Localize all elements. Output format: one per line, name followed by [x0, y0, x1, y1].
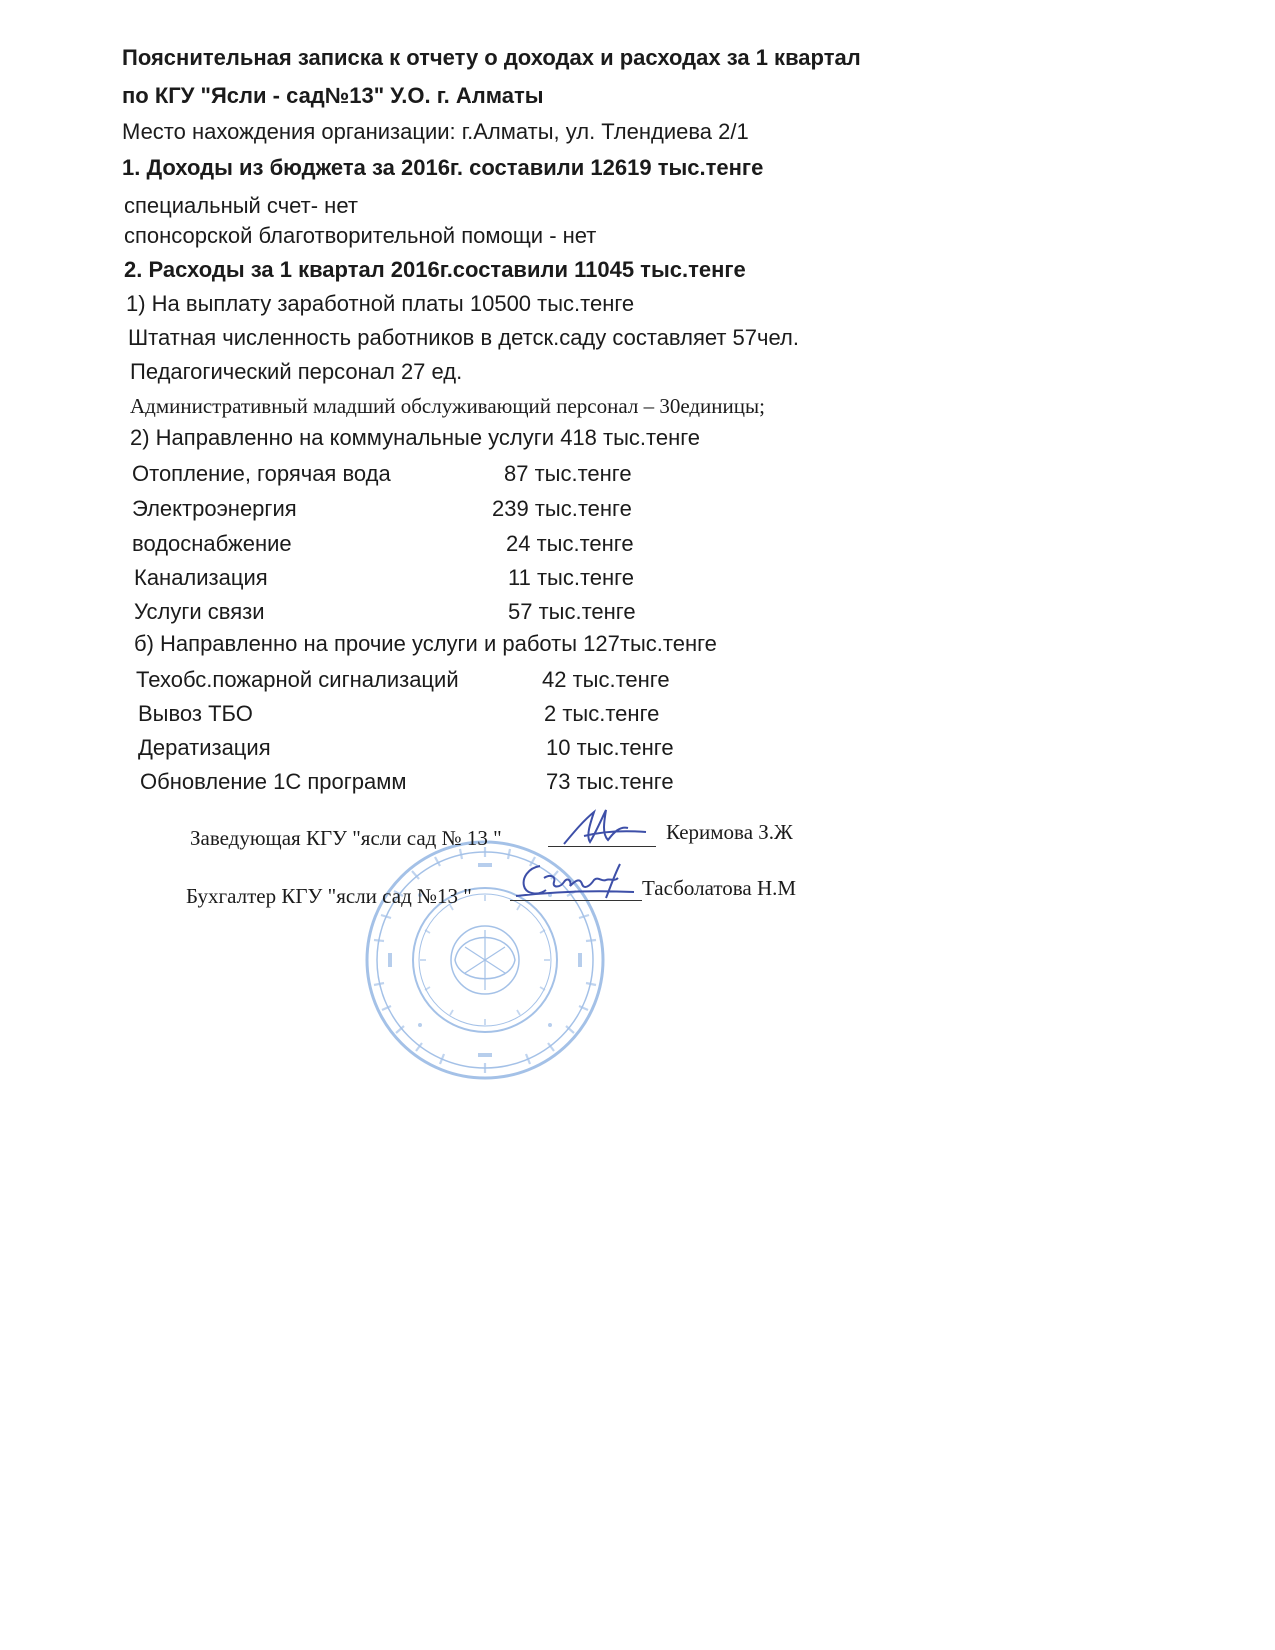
accountant-role: Бухгалтер КГУ "ясли сад №13 " [186, 884, 472, 908]
accountant-name: Тасболатова Н.М [642, 876, 797, 900]
table-row [132, 530, 652, 558]
table-row [134, 564, 654, 592]
utility-label: Услуги связи [134, 599, 265, 624]
salary-line: 1) На выплату заработной платы 10500 тыс.тенге [126, 291, 635, 316]
accountant-signature [510, 852, 640, 908]
utilities-heading: 2) Направленно на коммунальные услуги 418 тыс.тенге [130, 425, 701, 450]
other-value: 73 тыс.тенге [546, 769, 674, 794]
utility-value: 24 тыс.тенге [506, 531, 634, 556]
table-row [138, 734, 698, 762]
other-label: Техобс.пожарной сигнализаций [136, 667, 459, 692]
staff-total-line: Штатная численность работников в детск.саду составляет 57чел. [128, 325, 799, 350]
location-line: Место нахождения организации: г.Алматы, ул. Тлендиева 2/1 [122, 119, 749, 144]
title-line-2: по КГУ "Ясли - сад№13" У.О. г. Алматы [122, 83, 544, 108]
utility-value: 57 тыс.тенге [508, 599, 636, 624]
sponsor-help-line: спонсорской благотворительной помощи - нет [124, 223, 597, 248]
utility-value: 11 тыс.тенге [508, 565, 634, 590]
title-line-1: Пояснительная записка к отчету о доходах и расходах за 1 квартал [122, 45, 861, 70]
table-row [132, 495, 652, 523]
head-name: Керимова З.Ж [666, 820, 793, 844]
utility-label: Электроэнергия [132, 496, 297, 521]
staff-pedagogical-line: Педагогический персонал 27 ед. [130, 359, 463, 384]
table-row [134, 598, 654, 626]
other-value: 42 тыс.тенге [542, 667, 670, 692]
other-label: Обновление 1С программ [140, 769, 407, 794]
other-value: 10 тыс.тенге [546, 735, 674, 760]
other-heading: б) Направленно на прочие услуги и работы 127тыс.тенге [134, 631, 717, 656]
table-row [138, 700, 698, 728]
other-label: Вывоз ТБО [138, 701, 253, 726]
income-heading: 1. Доходы из бюджета за 2016г. составили 12619 тыс.тенге [122, 155, 764, 180]
head-role: Заведующая КГУ "ясли сад № 13 " [190, 826, 502, 850]
utility-label: водоснабжение [132, 531, 292, 556]
utility-value: 239 тыс.тенге [492, 496, 632, 521]
other-value: 2 тыс.тенге [544, 701, 660, 726]
utility-label: Отопление, горячая вода [132, 461, 391, 486]
table-row [140, 768, 700, 796]
special-account-line: специальный счет- нет [124, 193, 358, 218]
other-label: Дератизация [138, 735, 271, 760]
staff-admin-line: Административный младший обслуживающий персонал – 30единицы; [130, 394, 765, 418]
expenses-heading: 2. Расходы за 1 квартал 2016г.составили 11045 тыс.тенге [124, 257, 746, 282]
head-signature [556, 802, 656, 852]
table-row [132, 460, 652, 488]
table-row [136, 666, 696, 694]
utility-label: Канализация [134, 565, 268, 590]
utility-value: 87 тыс.тенге [504, 461, 632, 486]
